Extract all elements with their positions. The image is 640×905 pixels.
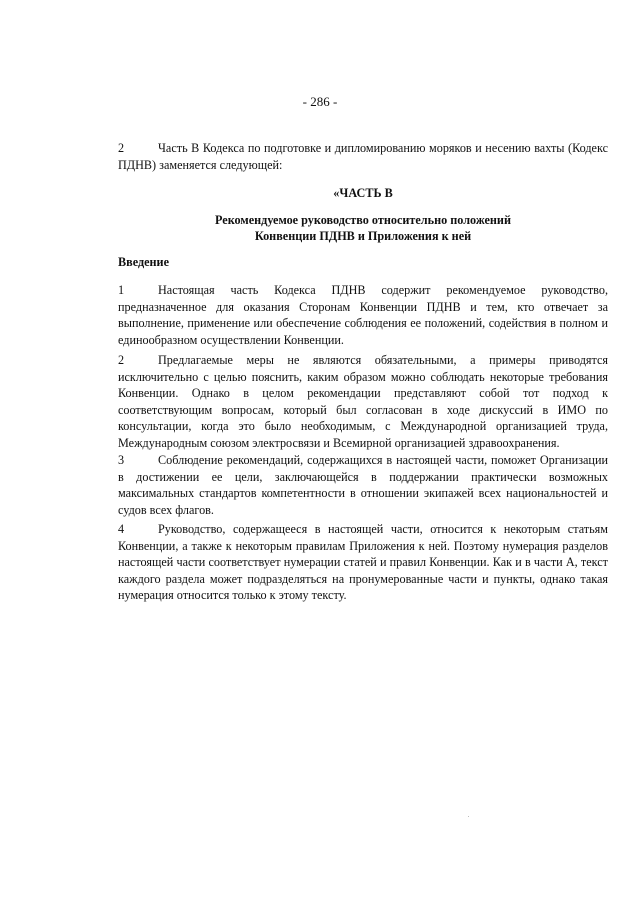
paragraph-text: Руководство, содержащееся в настоящей части, относится к некоторым статьям Конвенции, а также к некоторым правилам Приложения к ней. Поэтому нумерация разделов настоящей части соответствует нумерации статей и правил Конвенции. Как и в части А, текст каждого раздела может подразделяться на пронумерованные части и пункты, однако такая нумерация относится только к этому тексту.: [118, 522, 608, 602]
paragraph-number: 4: [118, 522, 125, 536]
part-title: «ЧАСТЬ В: [333, 186, 393, 200]
paragraph-number: 2: [118, 353, 125, 367]
paragraph-4: [118, 521, 608, 604]
page-number: - 286 -: [302, 94, 338, 109]
paragraph-number: 2: [118, 141, 125, 155]
paragraph-text: Предлагаемые меры не являются обязательными, а примеры приводятся исключительно с целью пояснить, каким образом можно соблюдать некоторые требования Конвенции. Однако в целом рекомендации представляют собой тот подход к соответствующим вопросам, который был согласован в ходе дискуссий в ИМО по консультации, когда это было необходимым, с Международной организацией труда, Международным союзом электросвязи и Всемирной организацией здравоохранения.: [118, 353, 608, 450]
subtitle-line-1: Рекомендуемое руководство относительно положений: [215, 213, 511, 227]
paragraph-text: Соблюдение рекомендаций, содержащихся в настоящей части, поможет Организации в достижении ее цели, заключающейся в поддержании практически возможных максимальных стандартов компетентности в отношении экипажей всех национальностей и судов всех флагов.: [118, 453, 608, 517]
paragraph-text: Настоящая часть Кодекса ПДНВ содержит рекомендуемое руководство, предназначенное для оказания Сторонам Конвенции ПДНВ и тем, кто отвечает за выполнение, применение или обеспечение соблюдения ее положений, содействия в полном и единообразном осуществлении Конвенции.: [118, 283, 608, 347]
section-heading: Введение: [118, 255, 169, 269]
paragraph-2: [118, 352, 608, 451]
subtitle-line-2: Конвенции ПДНВ и Приложения к ней: [254, 229, 472, 243]
paragraph-3: [118, 452, 608, 518]
paragraph-number: 3: [118, 453, 125, 467]
paragraph-text: Часть В Кодекса по подготовке и дипломированию моряков и несению вахты (Кодекс ПДНВ) заменяется следующей:: [118, 141, 608, 172]
scan-speck: [468, 816, 469, 817]
paragraph-1: [118, 282, 608, 348]
paragraph-number: 1: [118, 283, 125, 297]
intro-paragraph: [118, 140, 608, 173]
